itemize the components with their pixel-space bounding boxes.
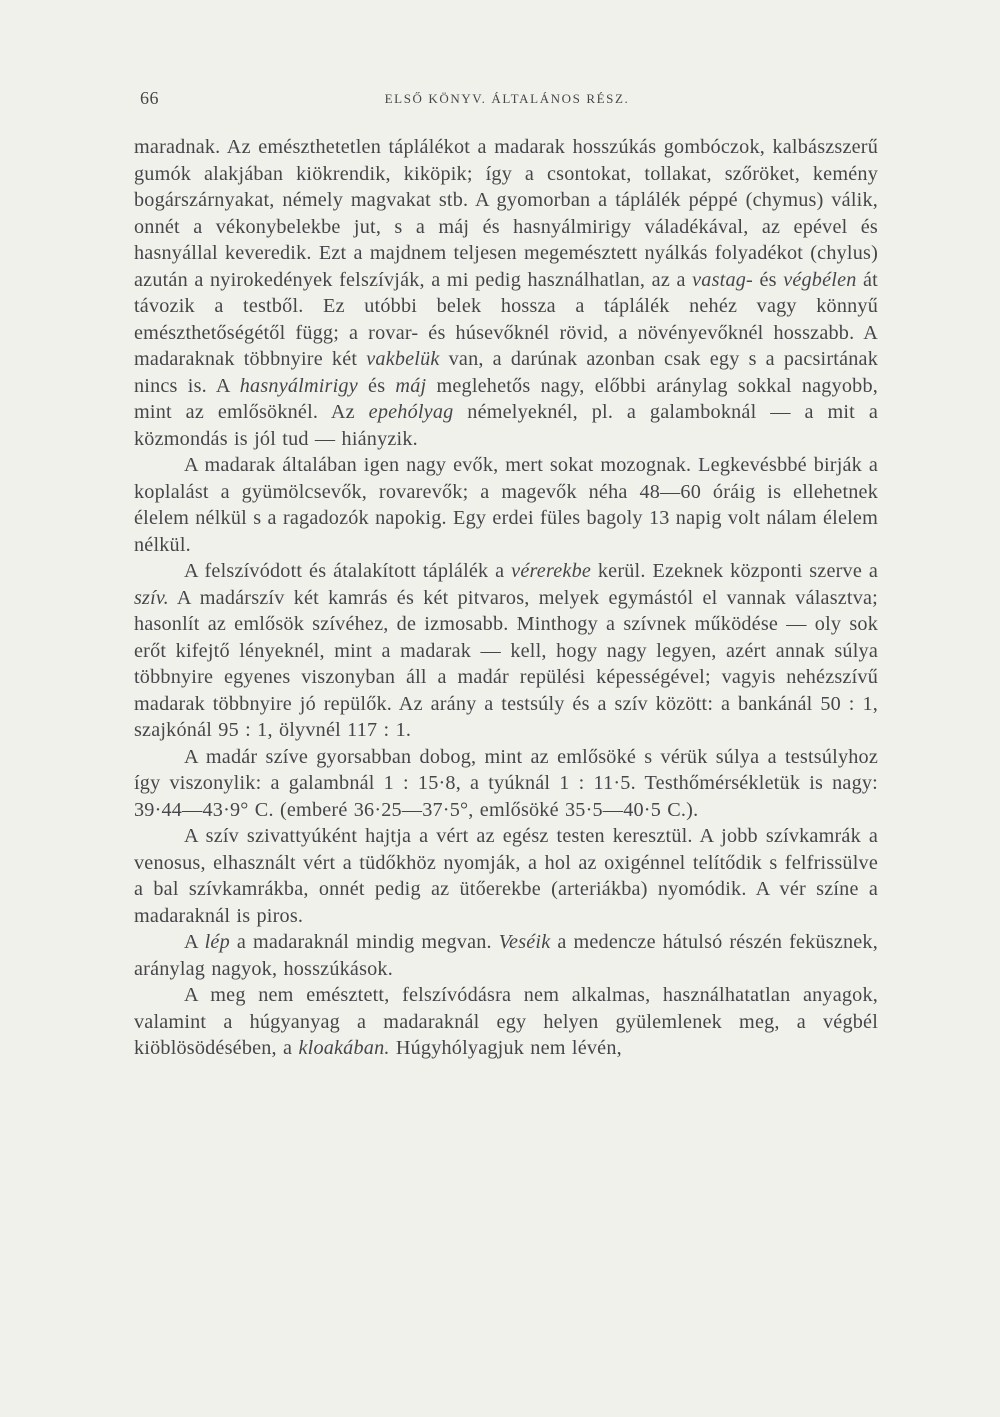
text-run: van, a darúnak azonban csak egy s a pacsirtának nincs is. A [134,348,878,397]
text-run: A madár szíve gyorsabban dobog, mint az emlősöké s vérük súlya a testsúlyhoz így viszonylik: a galambnál 1 : 15·8, a tyúknál 1 : 11·5. Testhőmérsékletük is nagy: 39·44—43·9° C. (emberé 36·25—37·5°, emlősöké 35·5—40·5 C.). [134,745,878,821]
text-run: a medencze hátulsó részén feküsznek, aránylag nagyok, hosszúkások. [134,931,878,980]
text-run: át távozik a testből. Ez utóbbi belek hossza a táplálék nehéz vagy könnyű emészthetőségétől függ; a rovar- és húsevőknél rövid, a növényevőknél hosszabb. A madaraknak többnyire két [134,268,878,370]
body-text [134,134,878,1062]
italic-term: lép [204,931,230,953]
text-run: maradnak. Az emészthetetlen táplálékot a madarak hosszúkás gombóczok, kalbászszerű gumók alakjában kiökrendik, kiköpik; így a csontokat, tollakat, szőröket, kemény bogárszárnyakat, némely magvakat stb. A gyomorban a táplálék péppé (chymus) válik, onnét a vékonybelekbe jut, s a máj és hasnyálmirigy váladékával, az epével és hasnyállal keveredik. Ezt a majdnem teljesen megemésztett nyálkás folyadékot (chylus) azután a nyirokedények felszívják, a mi pedig használhatlan, az a [134,136,878,291]
italic-term: kloakában. [298,1037,390,1059]
running-header [136,88,878,112]
text-run: kerül. Ezeknek központi szerve a [591,560,878,582]
text-run: A szív szivattyúként hajtja a vért az egész testen keresztül. A jobb szívkamrák a venosus, elhasznált vért a tüdőkhöz nyomják, a hol az oxigénnel telítődik s felfrissülve a bal szívkamrákba, onnét pedig az ütőerekbe (arteriákba) nyomódik. A vér színe a madaraknál is piros. [134,825,878,927]
running-title: ELSŐ KÖNYV. ÁLTALÁNOS RÉSZ. [384,91,630,106]
italic-term: vakbelük [366,348,440,370]
paragraph [134,452,878,558]
text-run: meglehetős nagy, előbbi aránylag sokkal nagyobb, mint az emlősöknél. Az [134,374,879,423]
text-run: és [752,268,784,291]
italic-term: végbélen [783,268,857,291]
text-run: a madaraknál mindig megvan. [229,931,499,953]
page-number: 66 [140,88,159,108]
text-run: A meg nem emésztett, felszívódásra nem alkalmas, használhatatlan anyagok, valamint a húgyanyag a madaraknál egy helyen gyülemlenek meg, a végbél kiöblösödésében, a [134,984,878,1059]
text-run: A [184,931,205,953]
italic-term: epehólyag [368,401,454,423]
italic-term: szív. [134,586,169,609]
text-run: A madarak általában igen nagy evők, mert sokat mozognak. Legkevésbbé birják a koplalást a gyümölcsevők, rovarevők; a magevők néha 48—60 óráig is ellehetnek élelem nélkül s a ragadozók napokig. Egy erdei füles bagoly 13 napig volt nálam élelem nélkül. [134,454,878,556]
italic-term: máj [395,374,427,397]
text-run: némelyeknél, pl. a galamboknál — a mit a közmondás is jól tud — hiányzik. [134,401,879,450]
text-run: és [357,374,396,397]
italic-term: vastag- [692,268,753,291]
italic-term: Veséik [498,931,551,953]
italic-term: vérerekbe [511,560,592,582]
paragraph [134,982,878,1062]
paragraph [134,134,878,452]
paragraph [134,558,878,744]
text-run: A madárszív két kamrás és két pitvaros, melyek egymástól el vannak választva; hasonlít az emlősök szívéhez, de izmosabb. Minthogy a szívnek működése — oly sok erőt kifejtő lényeknél, mint a madarak — kell, hogy nagy legyen, azért annak súlya többnyire egyenes viszonyban áll a madár repülési képességével; vagyis nehézszívű madarak többnyire jó repülők. Az arány a testsúly és a szív között: a bankánál 50 : 1, szajkónál 95 : 1, ölyvnél 117 : 1. [134,586,878,741]
text-run: A felszívódott és átalakított táplálék a [184,560,512,582]
paragraph [134,744,878,824]
paragraph [134,823,878,929]
paragraph [134,929,878,982]
italic-term: hasnyálmirigy [239,374,358,397]
text-run: Húgyhólyagjuk nem lévén, [389,1037,622,1059]
